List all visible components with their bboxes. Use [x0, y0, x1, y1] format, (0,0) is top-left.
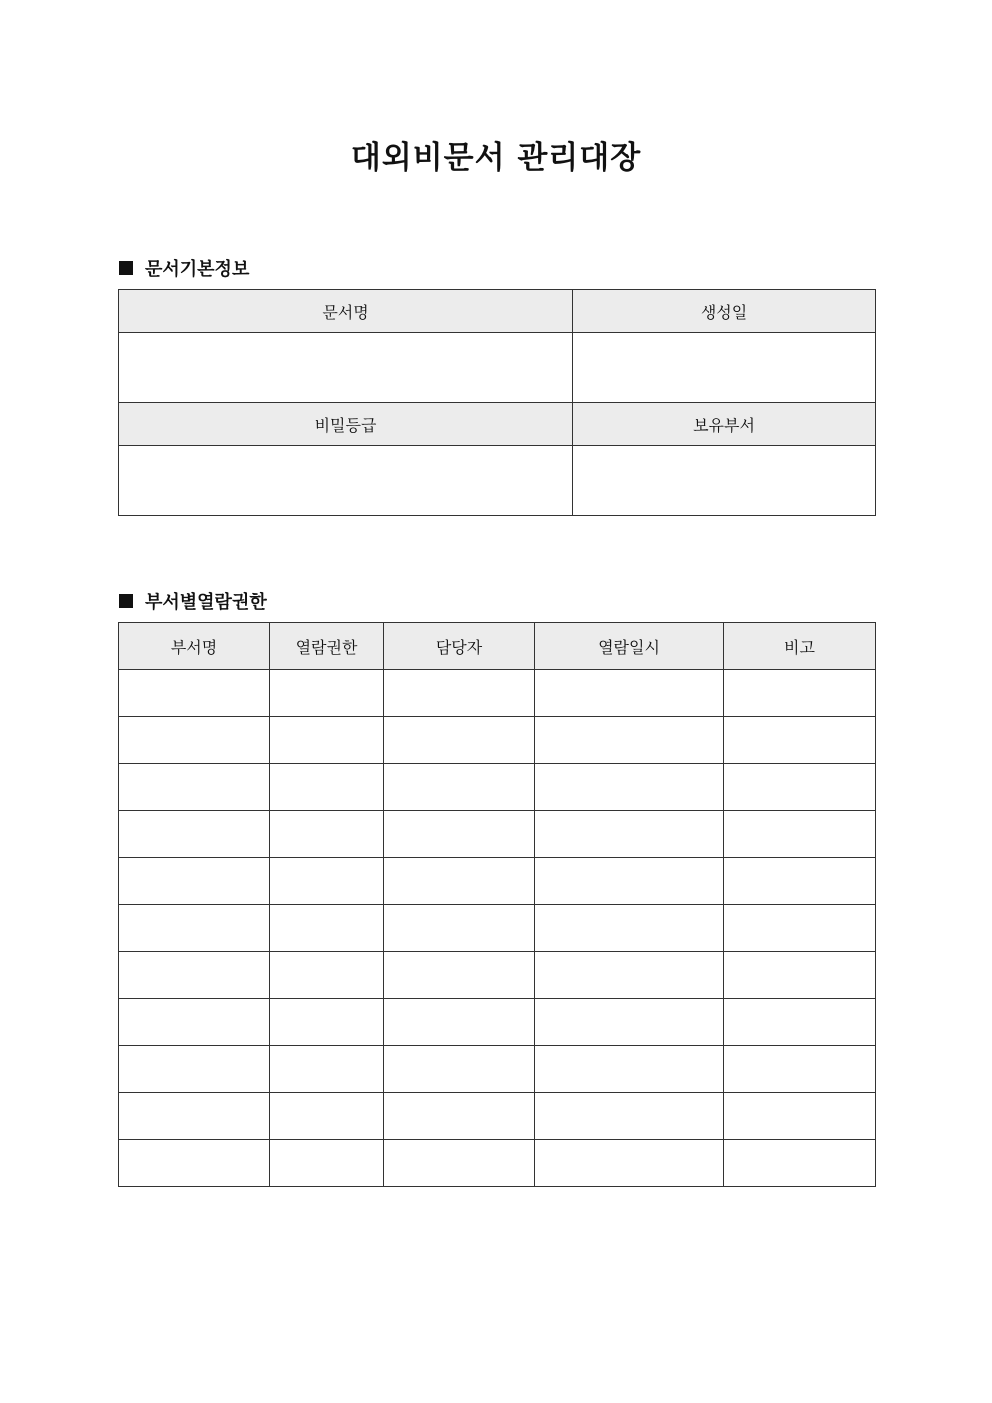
permission-cell[interactable] — [270, 717, 384, 764]
permission-cell[interactable] — [270, 670, 384, 717]
remarks-cell[interactable] — [724, 811, 876, 858]
remarks-cell[interactable] — [724, 858, 876, 905]
table-row — [119, 764, 876, 811]
remarks-cell[interactable] — [724, 1093, 876, 1140]
remarks-cell[interactable] — [724, 764, 876, 811]
view-datetime-cell[interactable] — [535, 1046, 724, 1093]
manager-cell[interactable] — [384, 858, 535, 905]
dept-cell[interactable] — [119, 764, 270, 811]
permission-cell[interactable] — [270, 999, 384, 1046]
dept-cell[interactable] — [119, 1046, 270, 1093]
permissions-table-body — [119, 670, 876, 1187]
permission-cell[interactable] — [270, 1093, 384, 1140]
section-permissions-heading — [119, 588, 267, 614]
view-datetime-cell[interactable] — [535, 858, 724, 905]
table-row — [119, 1046, 876, 1093]
dept-cell[interactable] — [119, 1140, 270, 1187]
square-bullet-icon — [119, 261, 133, 275]
remarks-cell[interactable] — [724, 717, 876, 764]
remarks-cell[interactable] — [724, 670, 876, 717]
dept-cell[interactable] — [119, 811, 270, 858]
dept-cell[interactable] — [119, 999, 270, 1046]
created-date-field[interactable] — [573, 333, 876, 403]
view-datetime-cell[interactable] — [535, 905, 724, 952]
manager-cell[interactable] — [384, 1093, 535, 1140]
table-row — [119, 905, 876, 952]
table-row — [119, 1140, 876, 1187]
section-basic-info-heading — [119, 255, 249, 281]
permission-cell[interactable] — [270, 905, 384, 952]
permission-cell[interactable] — [270, 811, 384, 858]
square-bullet-icon — [119, 594, 133, 608]
permission-cell[interactable] — [270, 858, 384, 905]
manager-cell[interactable] — [384, 1046, 535, 1093]
security-level-field[interactable] — [119, 446, 573, 516]
manager-cell[interactable] — [384, 764, 535, 811]
manager-cell[interactable] — [384, 999, 535, 1046]
dept-cell[interactable] — [119, 952, 270, 999]
view-datetime-cell[interactable] — [535, 717, 724, 764]
column-header-permission: 열람권한 — [270, 623, 384, 670]
permission-cell[interactable] — [270, 1046, 384, 1093]
manager-cell[interactable] — [384, 905, 535, 952]
doc-name-header: 문서명 — [119, 290, 573, 333]
manager-cell[interactable] — [384, 811, 535, 858]
table-row — [119, 670, 876, 717]
remarks-cell[interactable] — [724, 952, 876, 999]
dept-cell[interactable] — [119, 858, 270, 905]
owning-dept-header: 보유부서 — [573, 403, 876, 446]
table-row — [119, 858, 876, 905]
column-header-manager: 담당자 — [384, 623, 535, 670]
remarks-cell[interactable] — [724, 905, 876, 952]
table-row — [119, 999, 876, 1046]
page-title: 대외비문서 관리대장 — [350, 140, 642, 176]
permission-cell[interactable] — [270, 1140, 384, 1187]
table-row — [119, 717, 876, 764]
view-datetime-cell[interactable] — [535, 670, 724, 717]
dept-cell[interactable] — [119, 717, 270, 764]
section-basic-info-label: 문서기본정보 — [145, 259, 250, 280]
table-row — [119, 1093, 876, 1140]
view-datetime-cell[interactable] — [535, 764, 724, 811]
dept-cell[interactable] — [119, 1093, 270, 1140]
manager-cell[interactable] — [384, 1140, 535, 1187]
permission-cell[interactable] — [270, 764, 384, 811]
section-permissions-label: 부서별열람권한 — [145, 592, 267, 613]
owning-dept-field[interactable] — [573, 446, 876, 516]
remarks-cell[interactable] — [724, 1046, 876, 1093]
document-info-table — [118, 289, 876, 516]
dept-cell[interactable] — [119, 670, 270, 717]
table-row — [119, 811, 876, 858]
column-header-view-datetime: 열람일시 — [535, 623, 724, 670]
doc-name-field[interactable] — [119, 333, 573, 403]
manager-cell[interactable] — [384, 670, 535, 717]
view-datetime-cell[interactable] — [535, 952, 724, 999]
department-permissions-table — [118, 622, 876, 1187]
column-header-remarks: 비고 — [724, 623, 876, 670]
column-header-dept: 부서명 — [119, 623, 270, 670]
permission-cell[interactable] — [270, 952, 384, 999]
table-row — [119, 952, 876, 999]
manager-cell[interactable] — [384, 717, 535, 764]
remarks-cell[interactable] — [724, 999, 876, 1046]
view-datetime-cell[interactable] — [535, 1093, 724, 1140]
view-datetime-cell[interactable] — [535, 811, 724, 858]
view-datetime-cell[interactable] — [535, 999, 724, 1046]
view-datetime-cell[interactable] — [535, 1140, 724, 1187]
remarks-cell[interactable] — [724, 1140, 876, 1187]
manager-cell[interactable] — [384, 952, 535, 999]
security-level-header: 비밀등급 — [119, 403, 573, 446]
dept-cell[interactable] — [119, 905, 270, 952]
created-date-header: 생성일 — [573, 290, 876, 333]
